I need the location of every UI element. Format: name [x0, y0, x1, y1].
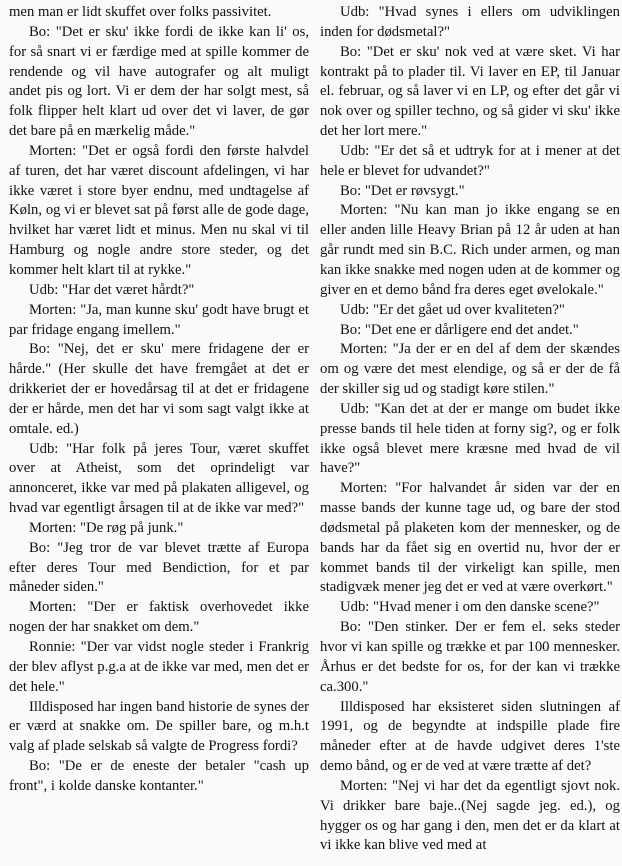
paragraph: Illdisposed har ingen band historie de synes der er værd at snakke om. De spiller bare, og m.h.t valg af plade selskab så valgte de Progress fordi? [9, 698, 309, 755]
paragraph: men man er lidt skuffet over folks passivitet. [9, 4, 272, 20]
paragraph: Bo: "Jeg tror de var blevet trætte af Europa efter deres Tour med Bendiction, for et par måneder siden." [9, 539, 309, 596]
left-column [9, 3, 309, 797]
paragraph: Morten: "Det er også fordi den første halvdel af turen, det har været discount afdelingen, vi har ikke været i store byer endnu, med undtagelse af Køln, og vi er blevet sat på først alle de gode dage, hvilket har været lidt et minus. Men nu skal vi til Hamburg og nogle andre store steder, og det kommer helt klart til at rykke." [9, 142, 309, 278]
paragraph: Morten: "For halvandet år siden var der en masse bands der kunne tage ud, og bare der stod dødsmetal på plaketen kom der mennesker, og de bands har da fået sig en overtid nu, hvor der er kommet bands til der virkeligt kan spille, men stadigvæk mener jeg det er ved at være overkørt." [320, 480, 620, 596]
paragraph: Bo: "Den stinker. Der er fem el. seks steder hvor vi kan spille og trække et par 100 mennesker. Århus er det bedste for os, for der kan vi trække ca.300." [320, 619, 620, 695]
paragraph: Morten: "Ja der er en del af dem der skændes om og være det mest elendige, og så er der de få der skiller sig ud og stadigt køre stilen." [320, 341, 620, 398]
paragraph: Morten: "Nu kan man jo ikke engang se en eller anden lille Heavy Brian på 12 år uden at han går rundt med sin B.C. Rich under armen, og man kan ikke snakke med nogen uden at de kommer og giver en et demo bånd fra deres eget øvelokale." [320, 202, 620, 298]
paragraph: Udb: "Har det været hårdt?" [29, 281, 195, 298]
paragraph: Bo: "Det er sku' ikke fordi de ikke kan li' os, for så snart vi er færdige med at spille kommer de rendende og vil have autografer og alt muligt andet pis og lort. Vi er dem der har solgt mest, så folk flipper helt klart ud over det vi laver, de gør det bare på en mærkelig måde." [9, 23, 309, 140]
paragraph: Morten: "Der er faktisk overhovedet ikke nogen der har snakket om dem." [9, 599, 309, 636]
paragraph: Bo: "Det er sku' nok ved at være sket. Vi har kontrakt på to plader til. Vi laver en EP, til Januar el. februar, og så laver vi en LP, og efter det går vi nok over og spiller techno, og så gider vi sku' ikke det her lort mere." [320, 43, 620, 140]
paragraph: Udb: "Hvad mener i om den danske scene?" [340, 599, 600, 616]
paragraph: Udb: "Er det gået ud over kvaliteten?" [340, 301, 565, 318]
paragraph: Morten: "De røg på junk." [29, 519, 184, 536]
paragraph: Udb: "Hvad synes i ellers om udviklingen inden for dødsmetal?" [320, 4, 620, 40]
paragraph: Udb: "Har folk på jeres Tour, været skuffet over at Atheist, som det oprindeligt var annonceret, ikke var med på plakaten alligevel, og hvad var egentligt årsagen til at de ikke var med?" [9, 440, 309, 517]
paragraph: Bo: "Nej, det er sku' mere fridagene der er hårde." (Her skulle det have fremgået at det er drikkeriet der er hovedårsag til at det er fridagene der er hårde, men det har vi som sagt valgt ikke at omtale. ed.) [9, 341, 309, 437]
paragraph: Udb: "Kan det at der er mange om budet ikke presse bands til hele tiden at forny sig?, og er folk ikke også blevet mere kræsne med hvad de vil have?" [320, 400, 620, 477]
paragraph: Ronnie: "Der var vidst nogle steder i Frankrig der blev aflyst p.g.a at de ikke var med, men det er det hele." [9, 639, 309, 695]
paragraph: Morten: "Nej vi har det da egentligt sjovt nok. Vi drikker bare baje..(Nej sagde jeg. ed.), og hygger os og har gang i den, men det er da klart at vi ikke kan blive ved med at [320, 777, 620, 854]
paragraph: Bo: "De er de eneste der betaler "cash up front", i kolde danske kontanter." [9, 758, 309, 794]
paragraph: Bo: "Det ene er dårligere end det andet." [340, 321, 579, 338]
paragraph: Udb: "Er det så et udtryk for at i mener at det hele er blevet for udvandet?" [320, 142, 620, 179]
paragraph: Illdisposed har eksisteret siden slutningen af 1991, og de begyndte at indspille plade fire måneder efter at de havde udgivet deres 1'ste demo bånd, og er de ved at være trætte af det? [320, 698, 620, 775]
paragraph: Morten: "Ja, man kunne sku' godt have brugt et par fridage engang imellem." [9, 301, 309, 338]
right-column [320, 3, 620, 856]
paragraph: Bo: "Det er røvsygt." [340, 182, 465, 199]
